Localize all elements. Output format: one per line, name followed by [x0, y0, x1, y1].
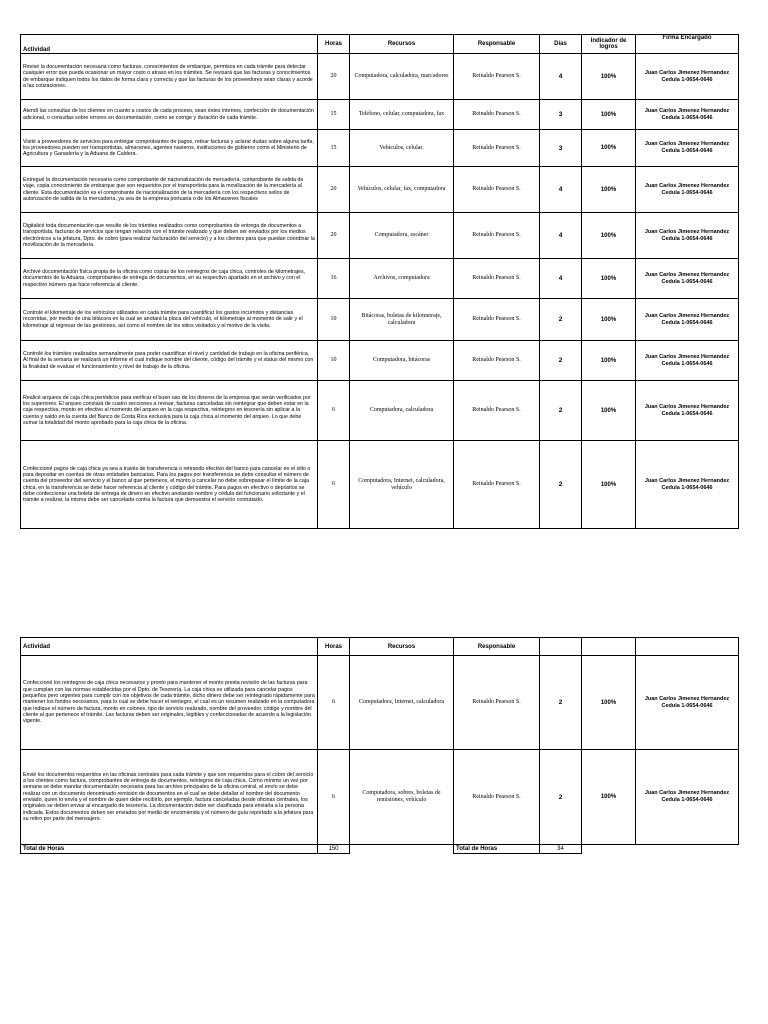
resources-value: Vehículos, celular. [350, 130, 454, 167]
achievement-indicator: 100% [582, 213, 636, 259]
table-row [21, 341, 739, 381]
table-row [21, 213, 739, 259]
header-horas: Horas [318, 638, 350, 656]
activity-text: Envié los documentos requeridos en las oficinas centrales para cada trámite y que son requeridos para el cobro del servicio a los clientes como factura, comprobantes de entrega de documentos, reintegros de caja chica. Como mínimo un vez por semana se debe mandar documentación necesaria para las archivo principales de la oficina central, el envío se debe realizar con un documento denominado remisión de documentos en el cual se debe detallar el nombre del documento enviado, quien lo envía y el nombre de quien debe recibirlo, por ejemplo, factura canceladas desde oficinas centrales, los originales se deben enviar al encargado de tesorería. La documentación debe ser clasificada para enviarla a la persona indicada. Estos documentos deben ser enviados por medio de encomienda y el número de guía reportado a la jefatura para su retiro por parte del mensajero. [21, 750, 318, 845]
achievement-indicator: 100% [582, 130, 636, 167]
achievement-indicator: 100% [582, 259, 636, 299]
resources-value: Computadora, Internet, calculadora, vehículo [350, 441, 454, 529]
totals-row [21, 845, 739, 854]
table-row [21, 130, 739, 167]
hours-value: 6 [318, 750, 350, 845]
activity-text: Controlé los trámites realizados semanalmente para poder cuantificar el nivel y cantidad de trabajo en la oficina periférica. Al final de la semana se realizará un informe el cual indique nombre del cliente, código del trámite y el status del mismo con la finalidad de evaluar el funcionamiento y nivel de trabajo de la oficina. [21, 341, 318, 381]
days-value: 3 [540, 130, 582, 167]
resources-value: Vehículos, celular, fax, computadora [350, 167, 454, 213]
responsible-value: Reinaldo Pearson S. [454, 341, 540, 381]
hours-value: 6 [318, 381, 350, 441]
achievement-indicator: 100% [582, 441, 636, 529]
resources-value: Computadora, escáner [350, 213, 454, 259]
table-row [21, 381, 739, 441]
days-value: 4 [540, 167, 582, 213]
supervisor-signature: Juan Carlos Jimenez Hernandez Cedula 1-0654-0646 [636, 750, 739, 845]
hours-value: 10 [318, 299, 350, 341]
activity-text: Atendí las consultas de los clientes en cuanto a costos de cada proceso, sean éstes internos, confección de documentación adicional, o consultas sobre errores en documentación, como se corrige y duración de cada trámite. [21, 100, 318, 130]
days-value: 2 [540, 341, 582, 381]
responsible-value: Reinaldo Pearson S. [454, 441, 540, 529]
achievement-indicator: 100% [582, 656, 636, 750]
responsible-value: Reinaldo Pearson S. [454, 100, 540, 130]
header-actividad: Actividad [21, 638, 318, 656]
activities-table-2 [20, 637, 739, 854]
days-value: 2 [540, 381, 582, 441]
total-hours-label-2: Total de Horas [454, 845, 540, 854]
totals-spacer [350, 845, 454, 854]
total-hours-label: Total de Horas [21, 845, 318, 854]
days-value: 2 [540, 299, 582, 341]
resources-value: Archivos, computadora [350, 259, 454, 299]
supervisor-signature: Juan Carlos Jimenez Hernandez Cedula 1-0654-0646 [636, 130, 739, 167]
supervisor-signature: Juan Carlos Jimenez Hernandez Cedula 1-0654-0646 [636, 259, 739, 299]
responsible-value: Reinaldo Pearson S. [454, 167, 540, 213]
days-value: 2 [540, 441, 582, 529]
responsible-value: Reinaldo Pearson S. [454, 750, 540, 845]
achievement-indicator: 100% [582, 381, 636, 441]
supervisor-signature: Juan Carlos Jimenez Hernandez Cedula 1-0654-0646 [636, 656, 739, 750]
activities-table [20, 34, 739, 529]
responsible-value: Reinaldo Pearson S. [454, 213, 540, 259]
resources-value: Bitácoras, boletas de kilometraje, calculadora [350, 299, 454, 341]
resources-value: Computadora, calculadora [350, 381, 454, 441]
table-row [21, 259, 739, 299]
days-value: 3 [540, 100, 582, 130]
hours-value: 10 [318, 341, 350, 381]
header-responsable: Responsable [454, 638, 540, 656]
header-indicador-blank [582, 638, 636, 656]
resources-value: Computadora, sobres, boletas de remisiones, vehículo [350, 750, 454, 845]
hours-value: 16 [318, 259, 350, 299]
responsible-value: Reinaldo Pearson S. [454, 54, 540, 100]
activity-text: Digitalicé toda documentación que resulte de los trámites realizados como comprobantes de entrega de documentos a transportista, facturas de servicios que tengan relación con el trámite realizado y que deben ser enviados por los medios electrónicos a la jefatura, Dpto. de cobro (para realizar facturación del servicio) y a los clientes para que puedan coordinar la movilización de la mercadería. [21, 213, 318, 259]
resources-value: Teléfono, celular, computadora, fax [350, 100, 454, 130]
supervisor-signature: Juan Carlos Jimenez Hernandez Cedula 1-0654-0646 [636, 299, 739, 341]
hours-value: 20 [318, 167, 350, 213]
hours-value: 20 [318, 213, 350, 259]
header-firma-blank [636, 638, 739, 656]
responsible-value: Reinaldo Pearson S. [454, 656, 540, 750]
hours-value: 15 [318, 130, 350, 167]
achievement-indicator: 100% [582, 750, 636, 845]
activity-text: Controlé el kilometraje de los vehículos utilizados en cada trámite para cuantificar los gastos incurridos y distancias recorridas, por medio de una bitácora en la cual se anotará la placa del vehículo, el kilometraje al momento de salir y el kilometraje al regresar de las gestiones, así como el nombre de los sitios visitados y el motivo de la visita. [21, 299, 318, 341]
responsible-value: Reinaldo Pearson S. [454, 299, 540, 341]
header-responsable: Responsable [454, 35, 540, 54]
supervisor-signature: Juan Carlos Jimenez Hernandez Cedula 1-0654-0646 [636, 441, 739, 529]
days-value: 2 [540, 750, 582, 845]
header-recursos: Recursos [350, 35, 454, 54]
header-horas: Horas [318, 35, 350, 54]
resources-value: Computadora, calculadora, marcadores [350, 54, 454, 100]
totals-spacer-2 [582, 845, 636, 854]
hours-value: 15 [318, 100, 350, 130]
days-value: 4 [540, 259, 582, 299]
days-value: 2 [540, 656, 582, 750]
supervisor-signature: Juan Carlos Jimenez Hernandez Cedula 1-0654-0646 [636, 100, 739, 130]
days-value: 4 [540, 54, 582, 100]
activity-text: Confeccioné los reintegros de caja chica necesarios y pronto para mantener el monto presta revisión de las facturas para que cumplan con las normas establecidas por el Dpto. de Tesorería. La caja chica es utilizada para cancelar pagos pequeños pero urgentes para cumplir con los objetivos de cada trámite, dicho dinero debe ser reintegrado rápidamente para mantener los fondos necesarios, para lo cual se debe hacer el reintegro, el cual es un resumen realizado en la computadora que indique el número de factura, monto en colones, tipo de servicio realizado, nombre del proveedor, código y nombre del cliente al que pertenece el trámite. Las facturas deben ser originales, legibles y confeccionadas de acuerdo a la legislación vigente. [21, 656, 318, 750]
total-hours-value: 150 [318, 845, 350, 854]
supervisor-signature: Juan Carlos Jimenez Hernandez Cedula 1-0654-0646 [636, 381, 739, 441]
table-row [21, 656, 739, 750]
supervisor-signature: Juan Carlos Jimenez Hernandez Cedula 1-0654-0646 [636, 167, 739, 213]
responsible-value: Reinaldo Pearson S. [454, 259, 540, 299]
table-row [21, 441, 739, 529]
activity-text: Confeccioné pagos de caja chica ya sea a través de transferencia o retirando efectivo del banco para cancelar en el sitio o para depositar en cuentas de otras entidades bancarias. Para los pagos por transferencia se debe consultar el número de cuenta del proveedor del servicio y el banco al que pertenece, el monto a cancelar no debe sobrepasar el límite de la caja chica, en la transferencia se debe hacer referencia al cliente y código del trámite. Para pagos en efectivo o depósitos se debe confeccionar una boleta de entrega de dinero en efectivo anotando nombre y cédula del funcionario solicitante y el trámite a realizar, la misma debe ser cancelada contra la factura que demuestra el servicio contratado. [21, 441, 318, 529]
resources-value: Computadora, Internet, calculadora [350, 656, 454, 750]
totals-spacer-3 [636, 845, 739, 854]
resources-value: Computadora, bitácoras [350, 341, 454, 381]
achievement-indicator: 100% [582, 299, 636, 341]
header-dias: Días [540, 35, 582, 54]
achievement-indicator: 100% [582, 341, 636, 381]
activity-text: Archivé documentación física propia de la oficina como copias de los reintegros de caja chica, controles de kilometrajes, documentos de la Aduana, comprobantes de entrega de documentos, en su respectivo apartado en el archivo y con el respectivo número que hace referencia al cliente. [21, 259, 318, 299]
header-indicador: Indicador de logros [582, 35, 636, 54]
header-row-2 [21, 638, 739, 656]
hours-value: 20 [318, 54, 350, 100]
achievement-indicator: 100% [582, 54, 636, 100]
activity-text: Visité a proveedores de servicios para entregar comprobantes de pagos, retirar facturas y aclarar dudas sobre alguna tarifa, los proveedores pueden ser transportistas, almacenes, agentes navieros, instituciones de gobierno como el Ministerio de Agricultura y Ganadería y la Aduana de Caldera. [21, 130, 318, 167]
hours-value: 6 [318, 656, 350, 750]
hours-value: 6 [318, 441, 350, 529]
table-row [21, 100, 739, 130]
achievement-indicator: 100% [582, 100, 636, 130]
activity-text: Revisé la documentación necesaria como facturas, conocimientos de embarque, permisos en cada trámite para detectar cualquier error que pueda ocasionar un mayor costo o atraso en los trámites. Se revisará que las facturas y conocimientos de embarque indiquen todos los datos de forma clara y correcta y que las facturas de los proveedores sean claras y acorde a las cotizaciones. [21, 54, 318, 100]
header-firma: Firma Encargado [636, 35, 739, 54]
supervisor-signature: Juan Carlos Jimenez Hernandez Cedula 1-0654-0646 [636, 341, 739, 381]
total-hours-value-2: 34 [540, 845, 582, 854]
supervisor-signature: Juan Carlos Jimenez Hernandez Cedula 1-0654-0646 [636, 213, 739, 259]
activity-text: Realicé arqueos de caja chica periódicos para verificar el buen uso de los dineros de la empresa que serán verificados por los superiores. El arqueo constará de cuatro secciones a revisar, facturas canceladas sin reintegrar que deben estar en la caja respectiva, monto en efectivo al momento del arqueo en la caja respectiva, reintegros en tesorería sin aplicar a la cuenta y saldo en la cuenta del Banco de Costa Rica exclusiva para la caja chica al momento del arqueo. Lo que debe sumar la totalidad del monto aprobado para la caja chica de la oficina. [21, 381, 318, 441]
achievement-indicator: 100% [582, 167, 636, 213]
days-value: 4 [540, 213, 582, 259]
table-row [21, 54, 739, 100]
header-actividad: Actividad [21, 35, 318, 54]
responsible-value: Reinaldo Pearson S. [454, 130, 540, 167]
header-dias-blank [540, 638, 582, 656]
activity-text: Entregué la documentación necesaria como comprobante de nacionalización de mercadería, comprobante de salida de viaje, copia conocimiento de embarque que son requeridos por el transportista para la movilización de la mercadería al cliente. Esta documentación es el comprobante de nacionalización de la mercadería con los respectivos sellos de autorización de salida de la mercadería, ya sea de la empresa portuaria o de los Almacenes fiscales [21, 167, 318, 213]
table-row [21, 750, 739, 845]
header-recursos: Recursos [350, 638, 454, 656]
responsible-value: Reinaldo Pearson S. [454, 381, 540, 441]
table-row [21, 167, 739, 213]
header-row [21, 35, 739, 54]
supervisor-signature: Juan Carlos Jimenez Hernandez Cedula 1-0654-0646 [636, 54, 739, 100]
table-row [21, 299, 739, 341]
